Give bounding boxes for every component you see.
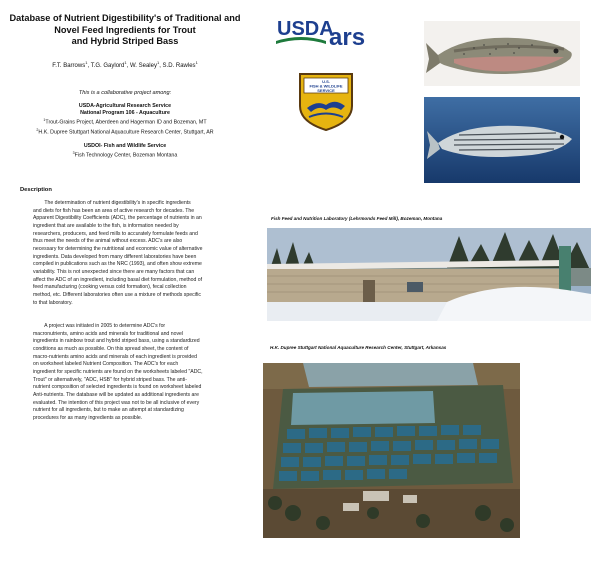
p2-line: ingredients in rainbow trout and hybrid striped bass, using a standardized (33, 338, 200, 345)
p2-line: Trout" or alternatively, "ADC, HSB" for hybrid striped bass. The anti- (33, 376, 187, 383)
fws-line: $^3$Fish Technology Center, Bozeman Montana (72, 151, 178, 159)
striped-bass-photo (424, 97, 580, 183)
caption-bozeman: Fish Feed and Nutrition Laboratory (Lehrmonds Feed Mill), Bozeman, Montana (271, 216, 443, 221)
poster-title (0, 13, 250, 48)
fws-text-3: SERVICE (317, 88, 335, 93)
description-paragraph-2 (33, 323, 263, 423)
bozeman-lab-photo (267, 228, 591, 321)
p2-line: nutrient composition of selected ingredients is found on worksheet labeled (33, 384, 202, 391)
usda-text: USDA (277, 18, 334, 40)
author-2: T.G. Gaylord (90, 63, 125, 69)
p2-line: macronutrients, amino acids and minerals for traditional and novel (33, 330, 184, 337)
p2-line: ingredient for specific nutrients are found on the worksheets labeled "ADC, (33, 368, 203, 375)
author-1: F.T. Barrows (52, 63, 86, 69)
author-3: W. Sealey (129, 63, 157, 69)
fws-shield-logo (297, 72, 355, 132)
ars-affiliation (0, 103, 250, 136)
p1-line: affect the ADC of an ingredient, including basal diet formulation, method of (33, 276, 203, 283)
p2-line: conditions as much as possible. On this spread sheet, the content of (33, 345, 189, 352)
trout-photo (424, 21, 580, 86)
ars-title: USDA-Agricultural Research Service (78, 103, 172, 109)
ars-text: ars (329, 24, 366, 51)
p2-line: evaluated. The intention of this project was not to be all inclusive of every (33, 399, 200, 406)
p1-line: compiled in publications such as the NRC (1993), and often show extreme (33, 261, 202, 268)
author-4-sup: 1 (195, 60, 198, 65)
description-paragraph-1 (33, 200, 263, 307)
fws-text-2: FISH & WILDLIFE (309, 83, 343, 89)
caption-stuttgart: H.K. Dupree Stuttgart National Aquaculture Research Center, Stuttgart, Arkansas (270, 345, 447, 350)
fws-title: USDOI- Fish and Wildlife Service (83, 143, 167, 149)
p1-line: Apparent Digestibility Coefficients (ADC), the percentage of nutrients in an (33, 215, 202, 222)
author-4: S.D. Rawles (162, 63, 196, 69)
p1-line: variability. This is not unexpected since there are many factors that can (33, 268, 195, 275)
p2-line: nutrient for all ingredients, but to make an attempt at standardizing (33, 407, 184, 414)
p1-line: ingredient that are available to the fish, is information needed by (33, 222, 179, 229)
p2-line: Anti-nutrients. The database will be updated as additional ingredients are (33, 391, 199, 398)
p1-line: The determination of nutrient digestibility's in specific ingredients (33, 200, 191, 206)
stuttgart-aerial-photo (263, 363, 520, 538)
ars-program: National Program 106 - Aquaculture (80, 110, 170, 116)
p2-line: A project was initiated in 2005 to determine ADC's for (33, 323, 166, 329)
author-2-sup: 1 (124, 60, 127, 65)
authors-line: F.T. Barrows$^1$, T.G. Gaylord$^1$, W. Sealey$^1$, S.D. Rawles$^1$ (52, 60, 198, 69)
p1-line: ingredients. Data developed from many different laboratories have been (33, 253, 197, 260)
description-heading: Description (20, 187, 52, 193)
usda-ars-logo (274, 14, 382, 54)
p1-line: method, etc. Different laboratories often use a mixture of methods specific (33, 291, 201, 298)
ars-line-1: $^1$Trout-Grains Project, Aberdeen and Hagerman ID and Bozeman, MT (43, 118, 207, 126)
p1-line: and diets for fish has been an area of active research for decades. The (33, 207, 195, 214)
p1-line: necessary for determining the nutritional and economic value of alternative (33, 245, 203, 252)
fws-text-1: U.S. (322, 79, 330, 84)
p1-line: researchers, producers, and feed mills to accurately formulate feeds and (33, 230, 198, 237)
author-1-sup: 1 (85, 60, 88, 65)
title-line-1: Database of Nutrient Digestibility's of Traditional and (9, 13, 241, 23)
collab-text: This is a collaborative project among: (78, 90, 172, 96)
fws-affiliation (0, 143, 250, 160)
p1-line: feed manufacturing (cooking versus cold formation), fecal collection (33, 284, 187, 291)
p2-line: macro-nutrients amino acids and minerals of each ingredient is provided (33, 353, 198, 360)
p2-line: procedures for as many ingredients as possible. (33, 414, 143, 421)
p1-line: thus meet the needs of the animal without excess. ADC's are also (33, 238, 183, 245)
p1-line: to that laboratory. (33, 299, 73, 306)
title-line-3: and Hybrid Striped Bass (71, 36, 179, 46)
ars-line-2: $^2$H.K. Dupree Stuttgart National Aquaculture Research Center, Stuttgart, AR (36, 127, 214, 135)
p2-line: on worksheet labeled Nutrient Composition. The ADC's for each (33, 361, 179, 368)
title-line-2: Novel Feed Ingredients for Trout (54, 24, 196, 35)
author-3-sup: 1 (156, 60, 160, 65)
